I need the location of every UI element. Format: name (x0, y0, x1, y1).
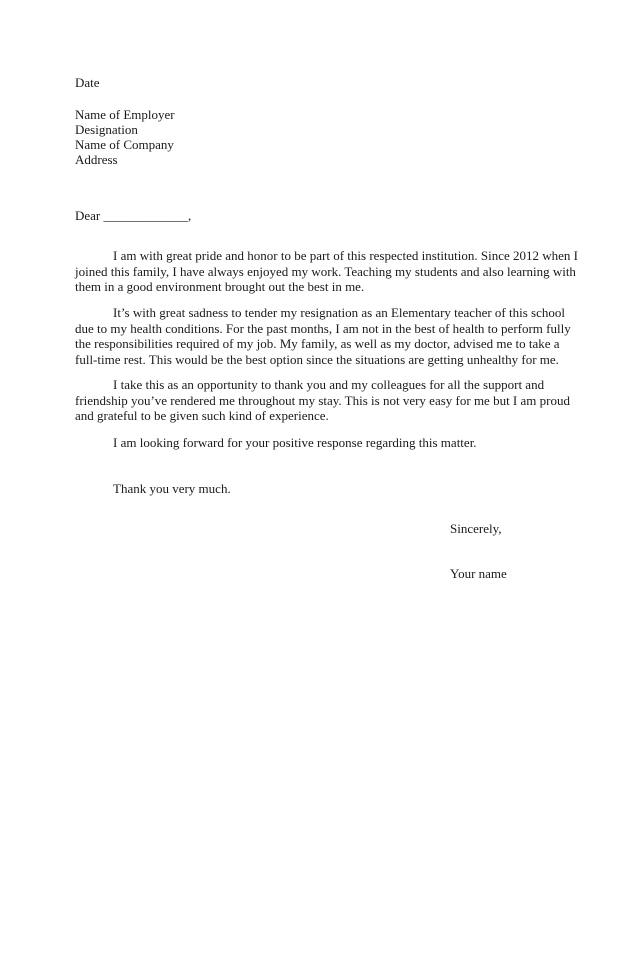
salutation: Dear _____________, (75, 208, 192, 223)
paragraph-1-line: them in a good environment brought out the best in me. (75, 279, 365, 294)
paragraph-2-line: the responsibilities required of my job. My family, as well as my doctor, advised me to take a (75, 336, 560, 351)
paragraph-1-line: I am with great pride and honor to be part of this respected institution. Since 2012 when I (113, 248, 578, 263)
designation: Designation (75, 122, 138, 137)
address: Address (75, 152, 118, 167)
closing-line: Sincerely, (450, 521, 502, 536)
date-line: Date (75, 75, 100, 90)
paragraph-2-line: It’s with great sadness to tender my resignation as an Elementary teacher of this school (113, 305, 565, 320)
paragraph-4: I am looking forward for your positive response regarding this matter. (113, 435, 477, 450)
paragraph-2 (75, 305, 571, 367)
paragraph-2-line: full-time rest. This would be the best option since the situations are getting unhealthy for me. (75, 351, 559, 367)
paragraph-3-line: and grateful to be given such kind of experience. (75, 408, 329, 423)
paragraph-1 (75, 248, 578, 295)
company-name: Name of Company (75, 137, 174, 152)
paragraph-3-line: friendship you’ve rendered me throughout my stay. This is not very easy for me but I am proud (75, 392, 570, 408)
employer-name: Name of Employer (75, 107, 175, 122)
paragraph-3 (75, 377, 570, 424)
signature-name: Your name (450, 566, 507, 581)
paragraph-1-line: joined this family, I have always enjoyed my work. Teaching my students and also learning with (75, 263, 576, 279)
thanks-line: Thank you very much. (113, 481, 231, 496)
paragraph-2-line: due to my health conditions. For the past months, I am not in the best of health to perform fully (75, 320, 571, 336)
paragraph-3-line: I take this as an opportunity to thank you and my colleagues for all the support and (113, 377, 545, 392)
